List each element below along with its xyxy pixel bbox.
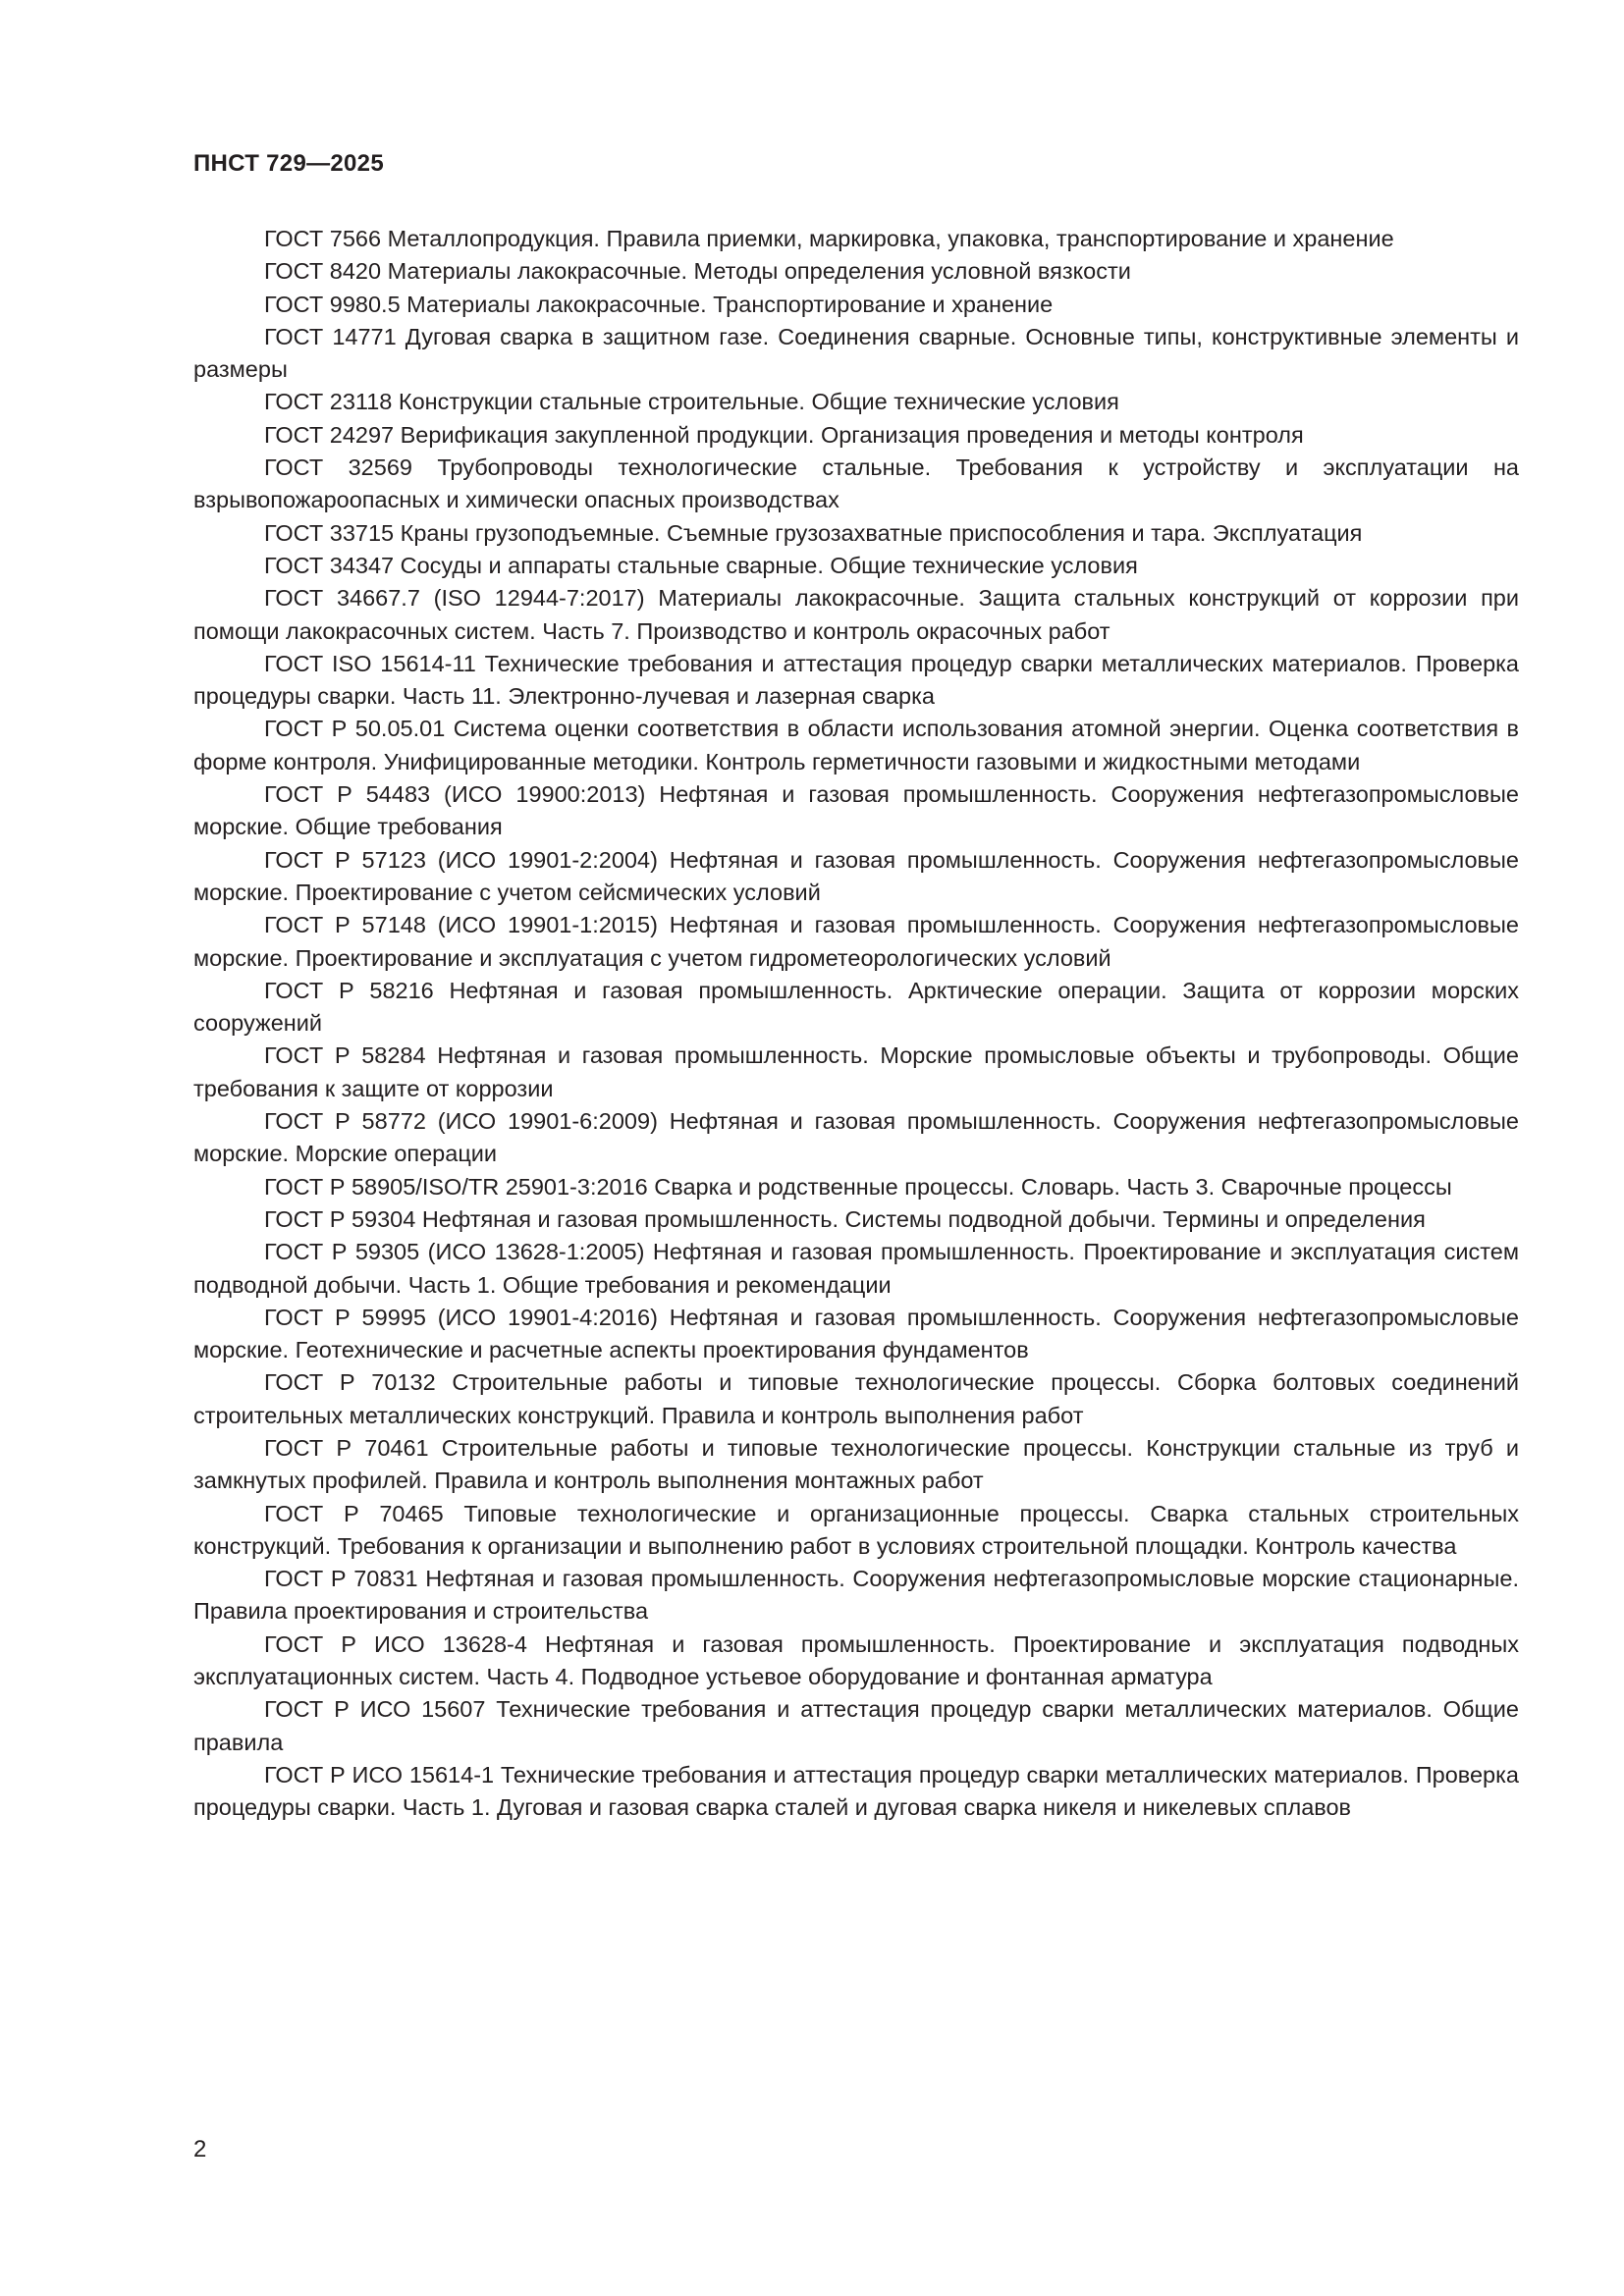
normative-references-list [193,223,1519,1825]
reference-item: ГОСТ Р 57148 (ИСО 19901-1:2015) Нефтяная и газовая промышленность. Сооружения нефтегазопромысловые морские. Проектирование и эксплуатация с учетом гидрометеорологических условий [193,912,1519,971]
reference-item: ГОСТ Р 54483 (ИСО 19900:2013) Нефтяная и газовая промышленность. Сооружения нефтегазопромысловые морские. Общие требования [193,781,1519,840]
reference-item: ГОСТ Р 70461 Строительные работы и типовые технологические процессы. Конструкции стальные из труб и замкнутых профилей. Правила и контроль выполнения монтажных работ [193,1434,1519,1494]
reference-item: ГОСТ 23118 Конструкции стальные строительные. Общие технические условия [264,389,1119,415]
reference-item: ГОСТ 14771 Дуговая сварка в защитном газе. Соединения сварные. Основные типы, конструктивные элементы и размеры [193,323,1519,383]
reference-item: ГОСТ Р ИСО 15607 Технические требования и аттестация процедур сварки металлических материалов. Общие правила [193,1696,1519,1755]
reference-item: ГОСТ Р 59304 Нефтяная и газовая промышленность. Системы подводной добычи. Термины и определения [264,1205,1426,1232]
reference-item: ГОСТ Р ИСО 15614-1 Технические требования и аттестация процедур сварки металлических материалов. Проверка процедуры сварки. Часть 1. Дуговая и газовая сварка сталей и дуговая сварка никеля и никелевых сплавов [193,1761,1519,1821]
reference-item: ГОСТ ISO 15614-11 Технические требования и аттестация процедур сварки металлических материалов. Проверка процедуры сварки. Часть 11. Электронно-лучевая и лазерная сварка [193,650,1519,710]
reference-item: ГОСТ Р 70132 Строительные работы и типовые технологические процессы. Сборка болтовых соединений строительных металлических конструкций. Правила и контроль выполнения работ [193,1369,1519,1428]
reference-item: ГОСТ 9980.5 Материалы лакокрасочные. Транспортирование и хранение [264,291,1054,317]
reference-item: ГОСТ Р 59995 (ИСО 19901-4:2016) Нефтяная и газовая промышленность. Сооружения нефтегазопромысловые морские. Геотехнические и расчетные аспекты проектирования фундаментов [193,1304,1519,1363]
reference-item: ГОСТ Р 57123 (ИСО 19901-2:2004) Нефтяная и газовая промышленность. Сооружения нефтегазопромысловые морские. Проектирование с учетом сейсмических условий [193,846,1519,905]
reference-item: ГОСТ 24297 Верификация закупленной продукции. Организация проведения и методы контроля [264,421,1304,448]
reference-item: ГОСТ Р 58772 (ИСО 19901-6:2009) Нефтяная и газовая промышленность. Сооружения нефтегазопромысловые морские. Морские операции [193,1108,1519,1167]
document-code: ПНСТ 729—2025 [193,150,384,177]
reference-item: ГОСТ 8420 Материалы лакокрасочные. Методы определения условной вязкости [264,258,1131,285]
reference-item: ГОСТ Р 58905/ISO/TR 25901-3:2016 Сварка и родственные процессы. Словарь. Часть 3. Сварочные процессы [264,1173,1452,1200]
reference-item: ГОСТ 33715 Краны грузоподъемные. Съемные грузозахватные приспособления и тара. Эксплуатация [264,519,1363,546]
page-number: 2 [193,2136,207,2163]
reference-item: ГОСТ Р 58284 Нефтяная и газовая промышленность. Морские промысловые объекты и трубопроводы. Общие требования к защите от коррозии [193,1042,1519,1101]
reference-item: ГОСТ 34667.7 (ISO 12944-7:2017) Материалы лакокрасочные. Защита стальных конструкций от коррозии при помощи лакокрасочных систем. Часть 7. Производство и контроль окрасочных работ [193,585,1519,644]
reference-item: ГОСТ Р 70465 Типовые технологические и организационные процессы. Сварка стальных строительных конструкций. Требования к организации и выполнению работ в условиях строительной площадки. Контроль качества [193,1500,1519,1559]
reference-item: ГОСТ Р 50.05.01 Система оценки соответствия в области использования атомной энергии. Оценка соответствия в форме контроля. Унифицированные методики. Контроль герметичности газовыми и жидкостными методами [193,716,1519,774]
reference-item: ГОСТ 32569 Трубопроводы технологические стальные. Требования к устройству и эксплуатации на взрывопожароопасных и химически опасных производствах [193,454,1519,513]
reference-item: ГОСТ Р 70831 Нефтяная и газовая промышленность. Сооружения нефтегазопромысловые морские стационарные. Правила проектирования и строительства [193,1566,1519,1625]
reference-item: ГОСТ Р 59305 (ИСО 13628-1:2005) Нефтяная и газовая промышленность. Проектирование и эксплуатация систем подводной добычи. Часть 1. Общие требования и рекомендации [193,1239,1519,1298]
reference-item: ГОСТ 7566 Металлопродукция. Правила приемки, маркировка, упаковка, транспортирование и хранение [264,226,1394,251]
reference-item: ГОСТ 34347 Сосуды и аппараты стальные сварные. Общие технические условия [264,552,1138,578]
reference-item: ГОСТ Р 58216 Нефтяная и газовая промышленность. Арктические операции. Защита от коррозии морских сооружений [193,977,1519,1037]
reference-item: ГОСТ Р ИСО 13628-4 Нефтяная и газовая промышленность. Проектирование и эксплуатация подводных эксплуатационных систем. Часть 4. Подводное устьевое оборудование и фонтанная арматура [193,1630,1519,1690]
